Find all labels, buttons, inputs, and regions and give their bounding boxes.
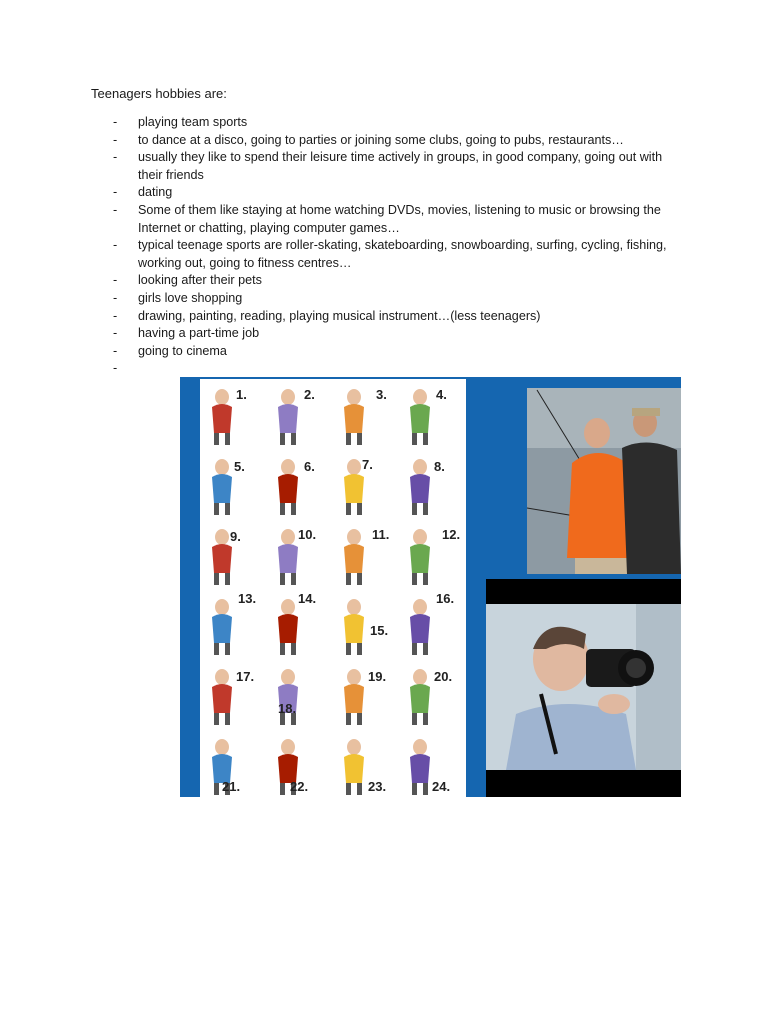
clipart-number-label: 7. xyxy=(362,457,373,472)
hobby-clipart-18 xyxy=(266,659,332,729)
list-item: - to dance at a disco, going to parties or joining some clubs, going to pubs, restaurants… xyxy=(113,132,624,147)
list-item: - going to cinema xyxy=(113,343,227,358)
hobby-clipart-10 xyxy=(266,519,332,589)
clipart-number-label: 8. xyxy=(434,459,445,474)
clipart-number-label: 16. xyxy=(436,591,455,606)
clipart-number-label: 2. xyxy=(304,387,315,402)
list-item: - looking after their pets xyxy=(113,273,262,288)
hobby-clipart-9 xyxy=(200,519,266,589)
clipart-number-label: 23. xyxy=(368,779,387,794)
hobbies-collage-image xyxy=(180,377,681,797)
hobby-clipart-8 xyxy=(398,449,464,519)
hobby-clipart-21 xyxy=(200,729,266,799)
clipart-number-label: 5. xyxy=(234,459,245,474)
hobby-clipart-13 xyxy=(200,589,266,659)
clipart-number-label: 14. xyxy=(298,591,317,606)
page-title: Teenagers hobbies are: xyxy=(91,86,227,101)
hobby-clipart-12 xyxy=(398,519,464,589)
clipart-number-label: 15. xyxy=(370,623,389,638)
list-item: - having a part-time job xyxy=(113,326,260,341)
list-item: - Some of them like staying at home watching DVDs, movies, listening to music or browsing the Internet or chatting, playing computer games… xyxy=(113,202,661,235)
hobby-clipart-15 xyxy=(332,589,398,659)
clipart-number-label: 24. xyxy=(432,779,451,794)
clipart-number-label: 21. xyxy=(222,779,241,794)
fishing-photo xyxy=(527,388,681,574)
clipart-number-label: 4. xyxy=(436,387,447,402)
hobby-clipart-1 xyxy=(200,379,266,449)
hobby-clipart-grid xyxy=(200,379,466,797)
list-item: - typical teenage sports are roller-skating, skateboarding, snowboarding, surfing, cycling, fishing, working out, going to fitness centres… xyxy=(113,238,667,270)
clipart-number-label: 18. xyxy=(278,701,297,716)
hobby-clipart-2 xyxy=(266,379,332,449)
clipart-number-label: 10. xyxy=(298,527,317,542)
clipart-number-label: 3. xyxy=(376,387,387,402)
list-item: - girls love shopping xyxy=(113,290,243,305)
hobby-clipart-17 xyxy=(200,659,266,729)
hobby-clipart-20 xyxy=(398,659,464,729)
clipart-number-label: 11. xyxy=(372,527,390,542)
hobby-clipart-panel xyxy=(200,379,466,797)
clipart-number-label: 17. xyxy=(236,669,255,684)
clipart-number-label: 22. xyxy=(290,779,309,794)
hobby-clipart-16 xyxy=(398,589,464,659)
hobby-clipart-14 xyxy=(266,589,332,659)
hobby-clipart-7 xyxy=(332,449,398,519)
hobbies-list: - playing team sports - to dance at a disco, going to parties or joining some clubs, going to pubs, restaurants… - usually they like to spend their leisure time actively in groups, in good company, going out with their friends - dating - Some of them like staying at home watching DVDs, movies, listening to music or browsing the Internet or chatting, playing computer games… - typical teenage sports are roller-skating, skateboarding, snowboarding, surfing, cycling, fishing, working out, going to fitness centres… - looking after their pets - girls love shopping - drawing, painting, reading, playing musical instrument…(less teenagers) - having a part-time job - going to cinema - xyxy=(113,114,673,360)
hobby-clipart-11 xyxy=(332,519,398,589)
clipart-number-label: 20. xyxy=(434,669,453,684)
list-item: - dating xyxy=(113,185,173,200)
hobby-clipart-23 xyxy=(332,729,398,799)
clipart-number-label: 1. xyxy=(236,387,247,402)
list-item: - usually they like to spend their leisure time actively in groups, in good company, going out with their friends xyxy=(113,150,663,182)
hobby-clipart-4 xyxy=(398,379,464,449)
list-item: - playing team sports xyxy=(113,115,248,129)
hobby-clipart-5 xyxy=(200,449,266,519)
clipart-number-label: 13. xyxy=(238,591,257,606)
photographer-photo xyxy=(486,604,681,770)
list-item: - drawing, painting, reading, playing musical instrument…(less teenagers) xyxy=(113,308,541,323)
clipart-number-label: 9. xyxy=(230,529,241,544)
hobby-clipart-22 xyxy=(266,729,332,799)
hobby-clipart-6 xyxy=(266,449,332,519)
clipart-number-label: 19. xyxy=(368,669,387,684)
hobby-clipart-24 xyxy=(398,729,464,799)
hobby-clipart-3 xyxy=(332,379,398,449)
clipart-number-label: 12. xyxy=(442,527,461,542)
hobby-clipart-19 xyxy=(332,659,398,729)
clipart-number-label: 6. xyxy=(304,459,315,474)
